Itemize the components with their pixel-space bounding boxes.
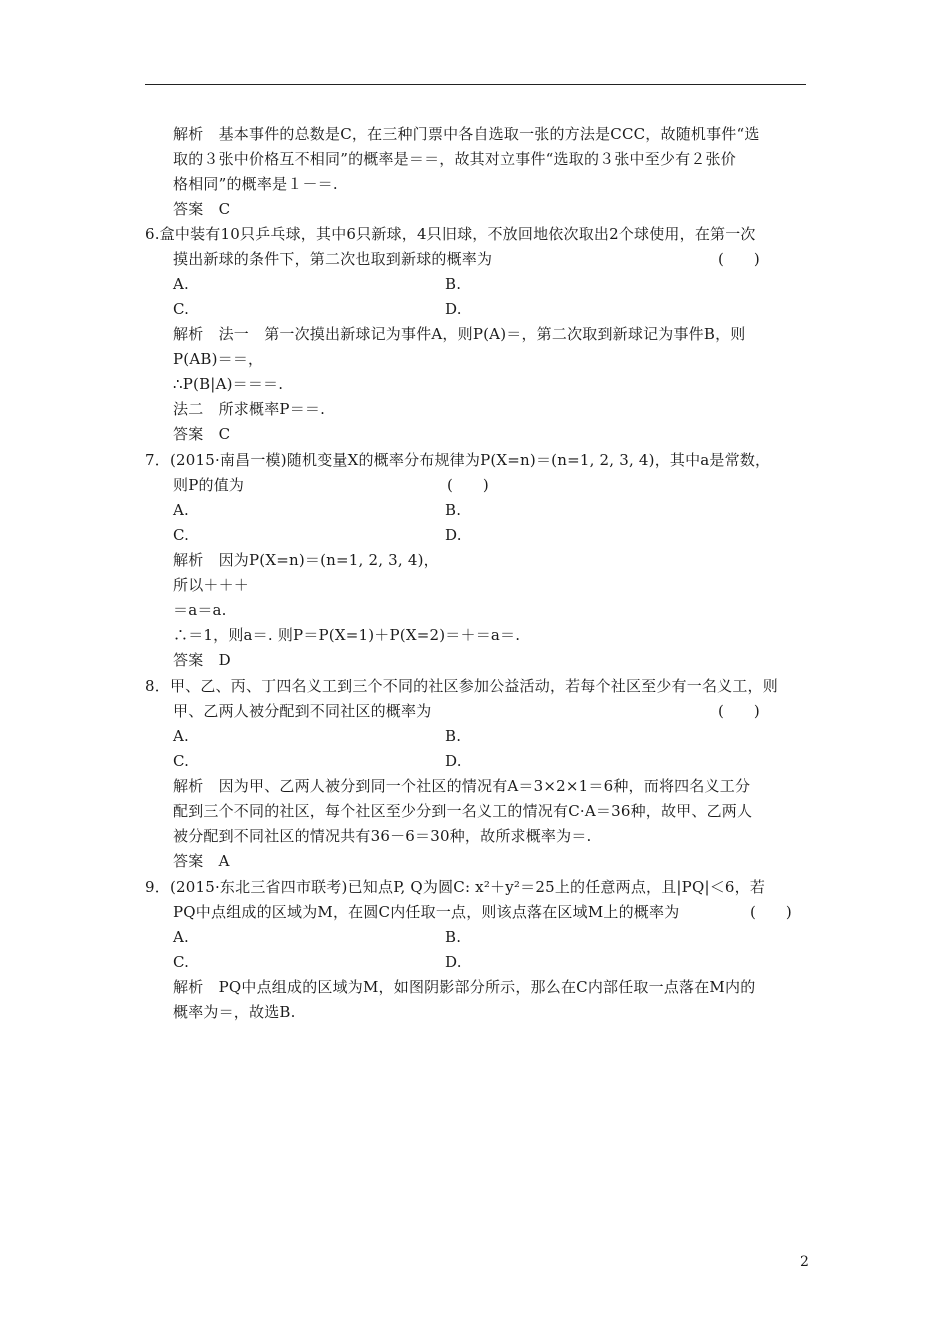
- text-line: 摸出新球的条件下，第二次也取到新球的概率为: [173, 250, 493, 268]
- text-line: 答案 C: [173, 200, 231, 218]
- text-line: ∴＝1，则a＝. 则P＝P(X=1)＋P(X=2)＝＋＝a＝.: [173, 626, 521, 644]
- text-line: D.: [445, 752, 462, 770]
- text-line: A.: [173, 501, 190, 519]
- text-line: 格相同”的概率是１－＝.: [173, 175, 338, 193]
- text-line: 解析 因为P(X=n)＝(n=1, 2, 3, 4)，: [173, 551, 439, 569]
- text-line: A.: [173, 727, 190, 745]
- text-line: 解析 PQ中点组成的区域为M，如图阴影部分所示，那么在C内部任取一点落在M内的: [173, 978, 756, 996]
- text-line: 则P的值为: [173, 476, 245, 494]
- text-line: C.: [173, 526, 190, 544]
- text-line: 7．(2015·南昌一模)随机变量X的概率分布规律为P(X=n)＝(n=1, 2, 3, 4)，其中a是常数，: [145, 451, 771, 469]
- text-line: 所以＋＋＋: [173, 576, 250, 594]
- text-line: D.: [445, 526, 462, 544]
- text-line: C.: [173, 953, 190, 971]
- header-rule: [145, 84, 806, 85]
- text-line: C.: [173, 300, 190, 318]
- text-line: A.: [173, 928, 190, 946]
- text-line: 解析 因为甲、乙两人被分到同一个社区的情况有A＝3×2×1＝6种，而将四名义工分: [173, 777, 751, 795]
- text-line: 答案 A: [173, 852, 230, 870]
- text-line: PQ中点组成的区域为M，在圆C内任取一点，则该点落在区域M上的概率为: [173, 903, 680, 921]
- text-line: B.: [445, 275, 462, 293]
- text-line: 8．甲、乙、丙、丁四名义工到三个不同的社区参加公益活动，若每个社区至少有一名义工，则: [145, 677, 778, 695]
- answer-blank: ( ): [447, 476, 489, 494]
- text-line: 9．(2015·东北三省四市联考)已知点P, Q为圆C: x²＋y²＝25上的任意两点，且|PQ|＜6，若: [145, 878, 766, 896]
- text-line: C.: [173, 752, 190, 770]
- text-line: 6.盒中装有10只乒乓球，其中6只新球，4只旧球，不放回地依次取出2个球使用，在第一次: [145, 225, 756, 243]
- text-line: 甲、乙两人被分配到不同社区的概率为: [173, 702, 432, 720]
- text-line: 法二 所求概率P＝＝.: [173, 400, 326, 418]
- text-line: ∴P(B|A)＝＝＝.: [173, 375, 284, 393]
- answer-blank: ( ): [718, 702, 760, 720]
- answer-blank: ( ): [750, 903, 792, 921]
- page-number: 2: [800, 1254, 809, 1270]
- text-line: A.: [173, 275, 190, 293]
- text-line: 解析 基本事件的总数是C，在三种门票中各自选取一张的方法是CCC，故随机事件“选: [173, 125, 760, 143]
- text-line: D.: [445, 300, 462, 318]
- answer-blank: ( ): [718, 250, 760, 268]
- text-line: B.: [445, 727, 462, 745]
- text-line: 答案 D: [173, 651, 231, 669]
- text-line: D.: [445, 953, 462, 971]
- text-line: 概率为＝，故选B.: [173, 1003, 296, 1021]
- text-line: 解析 法一 第一次摸出新球记为事件A，则P(A)＝，第二次取到新球记为事件B，则: [173, 325, 746, 343]
- text-line: B.: [445, 501, 462, 519]
- text-line: B.: [445, 928, 462, 946]
- text-line: 取的３张中价格互不相同”的概率是＝＝，故其对立事件“选取的３张中至少有２张价: [173, 150, 736, 168]
- text-line: ＝a＝a.: [173, 601, 227, 619]
- text-line: 被分配到不同社区的情况共有36－6＝30种，故所求概率为＝.: [173, 827, 592, 845]
- text-line: 配到三个不同的社区，每个社区至少分到一名义工的情况有C·A＝36种，故甲、乙两人: [173, 802, 753, 820]
- text-line: 答案 C: [173, 425, 231, 443]
- text-line: P(AB)＝＝，: [173, 350, 264, 368]
